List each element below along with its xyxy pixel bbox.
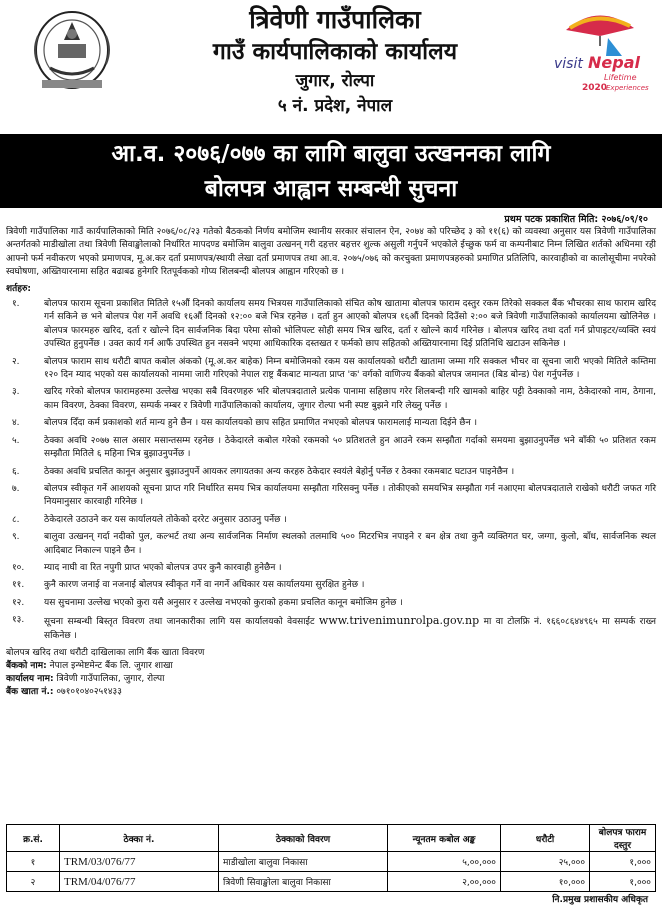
conditions-list <box>6 298 656 643</box>
svg-text:Nepal: Nepal <box>588 53 640 72</box>
visit-nepal-logo-icon <box>548 6 652 104</box>
col-contract-no: ठेक्का नं. <box>60 825 219 852</box>
province-line: ५ नं. प्रदेश, नेपाल <box>277 96 393 116</box>
col-form-fee: बोलपत्र फाराम दस्तुर <box>590 825 656 852</box>
tender-table <box>6 824 656 892</box>
office-location: जुगार, रोल्पा <box>295 71 375 91</box>
bank-name-row: बैंकको नाम: नेपाल इन्भेष्टमेन्ट बैंक लि. जुगार शाखा <box>6 660 173 671</box>
condition-item: ११. कुनै कारण जनाई वा नजनाई बोलपत्र स्वीकृत गर्ने वा नगर्ने अधिकार यस कार्यालयमा सुरक्षित हुनेछ । <box>12 580 365 591</box>
condition-item: ५. ठेक्का अवधि २०७७ साल असार मसान्तसम्म रहनेछ । ठेकेदारले कबोल गरेको रकमको ५० प्रतिशतले हुन आउने रकम सम्झौता गर्दाको समयमा बुझाउनुपर्नेछ भने बाँकी ५० प्रतिशत रकम सम्झौता मितिले ६ महिना भित्र बुझाउनुपर्नेछ । <box>12 435 656 460</box>
condition-item: ६. ठेक्का अवधि प्रचलित कानून अनुसार बुझाउनुपर्ने आयकर लगायतका अन्य करहरु ठेकेदार स्वयंले बेहोर्नु पर्नेछ र ठेक्का रकमबाट घटाउन पाइनेछैन । <box>12 466 515 477</box>
condition-item: ३. खरिद गरेको बोलपत्र फारामहरुमा उल्लेख भएका सबै विवरणहरु भरि बोलपत्रदाताले प्रत्येक पानामा सहिछाप गरेर शिलबन्दी गरि खामको बाहिर पट्टी ठेक्काको नाम, ठेकेदारको नाम, ठेगाना, काम विवरण, ठेक्का विवरण, सम्पर्क नम्बर र त्रिवेणी गाउँपालिकाको कार्यालय, जुगार रोल्पा भनी स्पष्ट बुझने गरि लेख्नु पर्नेछ । <box>12 387 656 411</box>
nepal-government-emblem-icon <box>20 6 124 94</box>
svg-text:Experiences: Experiences <box>606 84 649 92</box>
banner-line-1: आ.व. २०७६/०७७ का लागि बालुवा उत्खननका लागि <box>111 141 551 167</box>
condition-item: १०. म्याद नाघी वा रित नपुगी प्राप्त भएको बोलपत्र उपर कुनै कारवाही हुनेछैन । <box>12 562 282 573</box>
condition-item: २. बोलपत्र फाराम साथ धरौटी बापत कबोल अंकको (मू.अ.कर बाहेक) निम्न बमोजिमको रकम यस कार्यालयको धरौटी खातामा जम्मा गरि सक्कल भौचर वा सूचना जारी भएको मितिले कम्तिमा १२० दिन म्याद भएको यस कार्यालयको नाममा जारी गरिएको नेपाल राष्ट्र बैंकबाट मान्यता प्राप्त 'क' वर्गको वाणिज्य बैंकको बोलपत्र जमानत (बिड बोन्ड) पेश गर्नुपर्नेछ । <box>12 356 656 381</box>
col-min-bid: न्यूनतम कबोल अङ्क <box>388 825 501 852</box>
signoff: नि.प्रमुख प्रशासकीय अधिकृत <box>552 895 648 905</box>
col-deposit: धरौटी <box>501 825 590 852</box>
condition-item: ७. बोलपत्र स्वीकृत गर्ने आशयको सूचना प्राप्त गरि निर्धारित समय भित्र कार्यालयमा सम्झौता गरिसक्नु पर्नेछ । तोकीएको समयभित्र सम्झौता गर्न नआएमा बोलपत्रदाताले राखेको धरौटी जफत गरि नियमानुसार कारवाही गरिनेछ । <box>12 483 656 508</box>
table-row: २ TRM/04/076/77 त्रिवेणी सिवाङ्खोला बालुवा निकासा २,००,००० १०,००० १,००० <box>7 872 656 892</box>
notice-title-banner <box>0 134 662 208</box>
svg-text:visit: visit <box>554 56 583 72</box>
condition-item: ४. बोलपत्र दिँदा कर्म प्रकाशको शर्त मान्य हुने छैन । यस कार्यालयको छाप सहित प्रमाणित नभएको बोलपत्र फारामलाई मान्यता दिईने छैन । <box>12 418 477 429</box>
condition-item: १. बोलपत्र फाराम सूचना प्रकाशित मितिले १५औं दिनको कार्यालय समय भित्रयस गाउँपालिकाको संचित कोष खातामा बोलपत्र फाराम दस्तुर रकम तिरेको सक्कल बैंक भौचरका साथ फाराम खरिद गर्न सकिने छ भने बोलपत्र पेश गर्ने अवधि १६औं दिनको १२:०० बजे भित्र रहनेछ । दर्ता हुन आएको बोलपत्र १६औं दिनको दिउँसो २:०० बजे त्रिवेणी गाउँपालिकाको कार्यालयमा खोलिनेछ । बोलपत्र फारमहरु खरिद, दर्ता र खोल्ने दिन सार्वजनिक बिदा परेमा सोको भोलिपल्ट सोही समय भित्र खरिद, दर्ता र खोल्ने कार्य गरिनेछ । बोलपत्र खरिद तथा दर्ता गर्न प्रोपाइटर/व्यक्ति स्वयं उपस्थित हुनुपर्नेछ । उक्त कार्य गर्न आफैं उपस्थित हुन नसक्ने भएमा आधिकारिक दस्तखत र फर्मको छाप सहितको अख्तियारनामा दिई प्रतिनिधि खटाउन सकिनेछ । <box>12 299 656 350</box>
col-serial: क्र.सं. <box>7 825 60 852</box>
condition-item: ८. ठेकेदारले उठाउने कर यस कार्यालयले तोकेको दररेट अनुसार उठाउनु पर्नेछ । <box>12 514 287 525</box>
bank-heading: बोलपत्र खरिद तथा धरौटी दाखिलाका लागि बैंक खाता विवरण <box>6 647 205 658</box>
account-number-row: बैंक खाता नं.: ०७१०१०४०२५१४३३ <box>6 686 122 697</box>
publication-date: प्रथम पटक प्रकाशित मिति: २०७६/०९/१० <box>504 214 648 225</box>
table-header-row <box>7 825 656 852</box>
condition-item: १२. यस सुचनामा उल्लेख भएको कुरा यसै अनुसार र उल्लेख नभएको कुराको हकमा प्रचलित कानून बमोजिम हुनेछ । <box>12 597 403 608</box>
intro-paragraph: त्रिवेणी गाउँपालिका गाउँ कार्यपालिकाको मिति २०७६/०८/२३ गतेको बैठकको निर्णय बमोजिम स्थानीय सरकार संचालन ऐन, २०७४ को परिच्छेद ३ को ११(६) को व्यवस्था अनुसार यस त्रिवेणी गाउँपालिका अन्तर्गतको माडीखोला तथा त्रिवेणी सिवाङ्खोलाको निर्धारित मापदण्ड बमोजिम बालुवा उत्खनन् गरी दहत्तर बहत्तर शुल्क असुली गर्नुपर्ने भएकोले ईच्छुक फर्म वा कम्पनीबाट निम्न लिखित शर्तको अधिनमा रही आफ्नो फर्म नवीकरण भएको प्रमाणपत्र, मू.अ.कर दर्ता प्रमाणपत्र/स्थायी लेखा दर्ता प्रमाणपत्र तथा आ.व. २०७५/०७६ को करचुक्ता प्रमाणपत्रहरुको प्रमाणित प्रतिलिपि, कारवाहीको वा कालोसूचीमा नपरेको स्वघोषणा, अख्तियारनामा सहित बढाबढ हुनेगरि रितपूर्वकको गोप्य शिलबन्दी बोलपत्र आह्वान गरिएको छ । <box>6 227 656 278</box>
notice-body <box>6 226 656 699</box>
col-description: ठेक्काको विवरण <box>219 825 388 852</box>
condition-item: ९. बालुवा उत्खनन् गर्दा नदीको पुल, कल्भर्ट तथा अन्य सार्वजनिक निर्माण स्थलको तलमाथि ५०० मिटरभित्र नपाइने र बन क्षेत्र तथा कुनै व्यक्तिगत घर, जग्गा, कुलो, बाँध, सार्वजनिक स्थल आदिबाट निकाल्न पाइने छैन । <box>12 532 656 556</box>
svg-text:Lifetime: Lifetime <box>604 73 637 82</box>
office-name: गाउँ कार्यपालिकाको कार्यालय <box>212 39 458 65</box>
svg-text:2020: 2020 <box>582 83 608 93</box>
municipality-name: त्रिवेणी गाउँपालिका <box>249 5 421 34</box>
condition-item: १३. सूचना सम्बन्धी बिस्तृत विवरण तथा जानकारीका लागि यस कार्यालयको वेवसाईट www.trivenimunrolpa.gov.np मा वा टोलफ्रि नं. १६६०८६४४९६५ मा सम्पर्क राख्न सकिनेछ । <box>12 614 656 641</box>
table-row: १ TRM/03/076/77 माडीखोला बालुवा निकासा ५,००,००० २५,००० १,००० <box>7 852 656 872</box>
banner-line-2: बोलपत्र आह्वान सम्बन्धी सुचना <box>204 176 458 202</box>
website-link[interactable]: www.trivenimunrolpa.gov.np <box>318 614 480 628</box>
conditions-title: शर्तहरु: <box>6 283 32 294</box>
bank-details <box>6 647 656 699</box>
office-name-row: कार्यालय नाम: त्रिवेणी गाउँपालिका, जुगार, रोल्पा <box>6 673 165 684</box>
office-header <box>130 4 540 118</box>
